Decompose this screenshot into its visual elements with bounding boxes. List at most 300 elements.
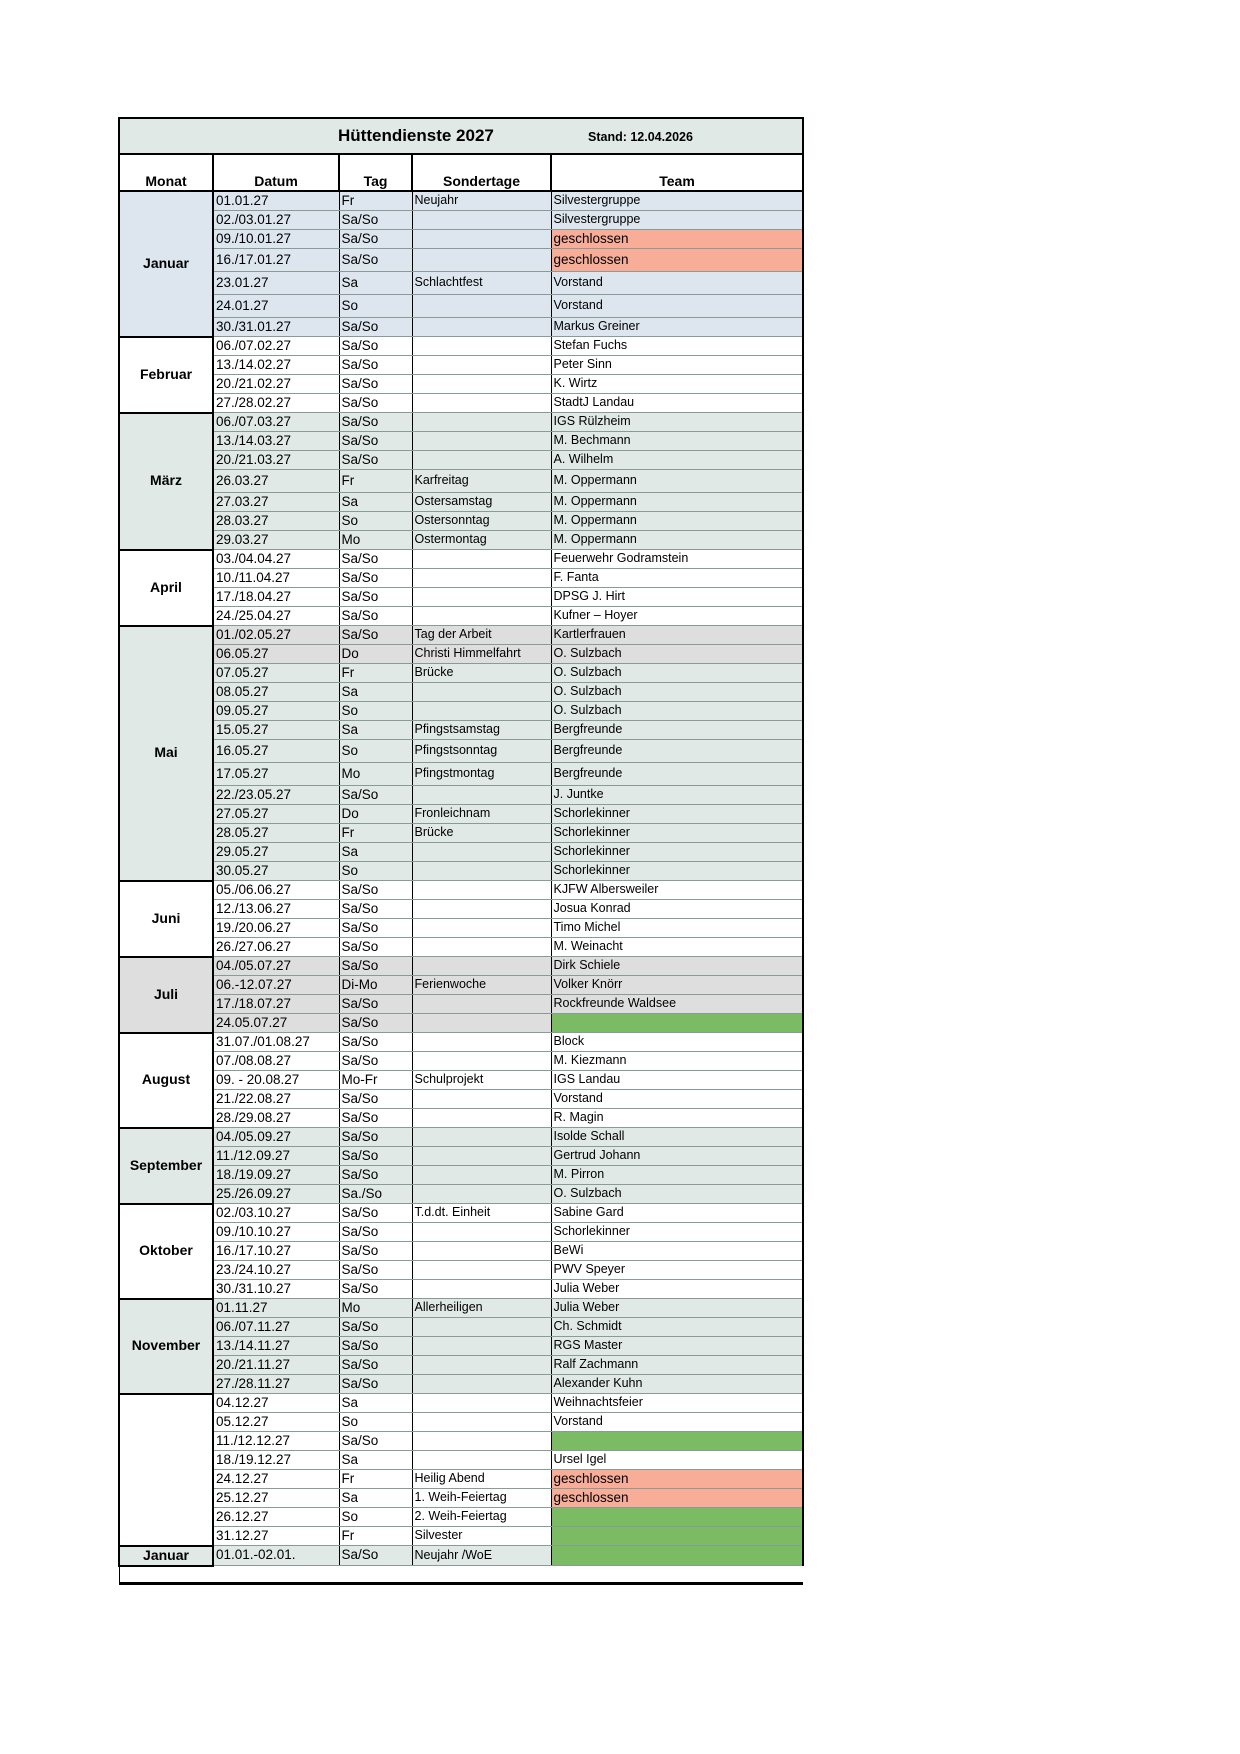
team-cell: PWV Speyer: [551, 1261, 803, 1280]
sondertag-cell: Pfingstsonntag: [412, 740, 551, 763]
table-row: [119, 645, 803, 664]
tag-cell: Sa/So: [339, 318, 412, 337]
table-row: [119, 786, 803, 805]
tag-cell: Sa/So: [339, 957, 412, 976]
title-cell: [119, 118, 803, 154]
month-label: März: [119, 413, 213, 550]
sondertag-cell: [412, 1242, 551, 1261]
datum-cell: 24.01.27: [213, 295, 339, 318]
sondertag-cell: [412, 1052, 551, 1071]
sondertag-cell: [412, 1090, 551, 1109]
tag-cell: Do: [339, 805, 412, 824]
table-row: [119, 249, 803, 272]
datum-cell: 26.12.27: [213, 1508, 339, 1527]
tag-cell: Sa/So: [339, 356, 412, 375]
table-row: [119, 805, 803, 824]
team-cell: geschlossen: [551, 1489, 803, 1508]
table-row: [119, 721, 803, 740]
table-row: [119, 1147, 803, 1166]
table-row: [119, 900, 803, 919]
datum-cell: 17.05.27: [213, 763, 339, 786]
datum-cell: 01./02.05.27: [213, 626, 339, 645]
tag-cell: Sa/So: [339, 1223, 412, 1242]
datum-cell: 02./03.10.27: [213, 1204, 339, 1223]
table-row: [119, 995, 803, 1014]
table-body: [119, 191, 803, 1566]
team-cell: Sabine Gard: [551, 1204, 803, 1223]
table-row: [119, 1280, 803, 1299]
team-cell: Stefan Fuchs: [551, 337, 803, 356]
datum-cell: 16.05.27: [213, 740, 339, 763]
datum-cell: 29.03.27: [213, 531, 339, 550]
sondertag-cell: Ostersamstag: [412, 493, 551, 512]
sondertag-cell: [412, 295, 551, 318]
sondertag-cell: Fronleichnam: [412, 805, 551, 824]
datum-cell: 12./13.06.27: [213, 900, 339, 919]
datum-cell: 09./10.01.27: [213, 230, 339, 249]
sondertag-cell: [412, 1147, 551, 1166]
tag-cell: Fr: [339, 1527, 412, 1546]
tag-cell: Sa/So: [339, 1090, 412, 1109]
datum-cell: 06.05.27: [213, 645, 339, 664]
tag-cell: Sa/So: [339, 919, 412, 938]
tag-cell: Sa/So: [339, 938, 412, 957]
tag-cell: Sa/So: [339, 451, 412, 470]
team-cell: M. Oppermann: [551, 493, 803, 512]
tag-cell: Sa/So: [339, 1166, 412, 1185]
datum-cell: 18./19.09.27: [213, 1166, 339, 1185]
tag-cell: Sa/So: [339, 626, 412, 645]
tag-cell: Sa: [339, 721, 412, 740]
datum-cell: 10./11.04.27: [213, 569, 339, 588]
sondertag-cell: [412, 318, 551, 337]
header-sondertage: Sondertage: [412, 154, 551, 191]
sondertag-cell: Brücke: [412, 824, 551, 843]
sondertag-cell: Karfreitag: [412, 470, 551, 493]
month-label: August: [119, 1033, 213, 1128]
sondertag-cell: [412, 862, 551, 881]
tag-cell: Fr: [339, 470, 412, 493]
team-cell: O. Sulzbach: [551, 645, 803, 664]
team-cell: Vorstand: [551, 272, 803, 295]
team-cell: RGS Master: [551, 1337, 803, 1356]
datum-cell: 24.12.27: [213, 1470, 339, 1489]
table-row: [119, 1451, 803, 1470]
sondertag-cell: [412, 843, 551, 862]
datum-cell: 20./21.03.27: [213, 451, 339, 470]
tag-cell: Sa/So: [339, 1052, 412, 1071]
team-cell: Schorlekinner: [551, 805, 803, 824]
tag-cell: Sa: [339, 272, 412, 295]
table-row: [119, 763, 803, 786]
team-cell: Julia Weber: [551, 1280, 803, 1299]
table-row: [119, 976, 803, 995]
table-end-cell: [119, 1566, 803, 1584]
sondertag-cell: [412, 413, 551, 432]
sondertag-cell: [412, 1375, 551, 1394]
sondertag-cell: [412, 1109, 551, 1128]
datum-cell: 24.05.07.27: [213, 1014, 339, 1033]
table-row: [119, 493, 803, 512]
sondertag-cell: Neujahr: [412, 191, 551, 211]
datum-cell: 11./12.09.27: [213, 1147, 339, 1166]
sondertag-cell: Neujahr /WoE: [412, 1546, 551, 1566]
sondertag-cell: Brücke: [412, 664, 551, 683]
title-row: [119, 118, 803, 154]
datum-cell: 26./27.06.27: [213, 938, 339, 957]
datum-cell: 25.12.27: [213, 1489, 339, 1508]
tag-cell: So: [339, 295, 412, 318]
datum-cell: 28./29.08.27: [213, 1109, 339, 1128]
sondertag-cell: [412, 881, 551, 900]
datum-cell: 26.03.27: [213, 470, 339, 493]
team-cell: Ralf Zachmann: [551, 1356, 803, 1375]
datum-cell: 30.05.27: [213, 862, 339, 881]
tag-cell: Sa/So: [339, 249, 412, 272]
tag-cell: Sa/So: [339, 588, 412, 607]
huettendienste-table: [118, 117, 804, 1585]
tag-cell: Sa/So: [339, 786, 412, 805]
table-row: [119, 470, 803, 493]
datum-cell: 28.05.27: [213, 824, 339, 843]
sondertag-cell: [412, 995, 551, 1014]
table-row: [119, 862, 803, 881]
tag-cell: Sa/So: [339, 230, 412, 249]
sondertag-cell: [412, 337, 551, 356]
team-cell: Vorstand: [551, 1090, 803, 1109]
team-cell: M. Oppermann: [551, 470, 803, 493]
team-cell: F. Fanta: [551, 569, 803, 588]
table-row: [119, 512, 803, 531]
tag-cell: Fr: [339, 824, 412, 843]
sondertag-cell: [412, 786, 551, 805]
month-label: Juli: [119, 957, 213, 1033]
table-row: [119, 740, 803, 763]
datum-cell: 29.05.27: [213, 843, 339, 862]
sondertag-cell: Schulprojekt: [412, 1071, 551, 1090]
sondertag-cell: [412, 1337, 551, 1356]
sondertag-cell: [412, 432, 551, 451]
sondertag-cell: [412, 1166, 551, 1185]
month-label: Januar: [119, 191, 213, 337]
table-row: [119, 1413, 803, 1432]
team-cell: Volker Knörr: [551, 976, 803, 995]
table-row: [119, 394, 803, 413]
team-cell: [551, 1546, 803, 1566]
tag-cell: So: [339, 1413, 412, 1432]
team-cell: [551, 1527, 803, 1546]
tag-cell: Sa./So: [339, 1185, 412, 1204]
tag-cell: Sa/So: [339, 1261, 412, 1280]
table-row: [119, 1489, 803, 1508]
month-label: [119, 1394, 213, 1546]
month-label: Januar: [119, 1546, 213, 1566]
tag-cell: Sa/So: [339, 1318, 412, 1337]
datum-cell: 08.05.27: [213, 683, 339, 702]
table-row: [119, 356, 803, 375]
tag-cell: Sa: [339, 1489, 412, 1508]
sondertag-cell: [412, 1014, 551, 1033]
table-row: [119, 1375, 803, 1394]
team-cell: IGS Landau: [551, 1071, 803, 1090]
sondertag-cell: Heilig Abend: [412, 1470, 551, 1489]
month-label: Juni: [119, 881, 213, 957]
table-row: [119, 432, 803, 451]
datum-cell: 27./28.11.27: [213, 1375, 339, 1394]
team-cell: Bergfreunde: [551, 740, 803, 763]
team-cell: M. Bechmann: [551, 432, 803, 451]
table-row: [119, 1356, 803, 1375]
team-cell: Schorlekinner: [551, 1223, 803, 1242]
table-row: [119, 451, 803, 470]
table-row: [119, 413, 803, 432]
team-cell: Isolde Schall: [551, 1128, 803, 1147]
table-row: [119, 1014, 803, 1033]
header-row: [119, 154, 803, 191]
table-row: [119, 272, 803, 295]
sondertag-cell: 1. Weih-Feiertag: [412, 1489, 551, 1508]
datum-cell: 28.03.27: [213, 512, 339, 531]
table-row: [119, 1052, 803, 1071]
table-row: [119, 318, 803, 337]
sondertag-cell: [412, 1318, 551, 1337]
sondertag-cell: [412, 1185, 551, 1204]
table-row: [119, 1508, 803, 1527]
team-cell: Kufner – Hoyer: [551, 607, 803, 626]
datum-cell: 19./20.06.27: [213, 919, 339, 938]
tag-cell: Sa/So: [339, 413, 412, 432]
team-cell: Timo Michel: [551, 919, 803, 938]
team-cell: Bergfreunde: [551, 763, 803, 786]
tag-cell: So: [339, 1508, 412, 1527]
sondertag-cell: Tag der Arbeit: [412, 626, 551, 645]
table-row: [119, 1242, 803, 1261]
datum-cell: 27.05.27: [213, 805, 339, 824]
sondertag-cell: [412, 569, 551, 588]
header-team: Team: [551, 154, 803, 191]
table-row: [119, 1261, 803, 1280]
datum-cell: 21./22.08.27: [213, 1090, 339, 1109]
sondertag-cell: Pfingstmontag: [412, 763, 551, 786]
team-cell: Silvestergruppe: [551, 191, 803, 211]
datum-cell: 15.05.27: [213, 721, 339, 740]
sondertag-cell: [412, 356, 551, 375]
team-cell: Ursel Igel: [551, 1451, 803, 1470]
datum-cell: 07./08.08.27: [213, 1052, 339, 1071]
datum-cell: 06.-12.07.27: [213, 976, 339, 995]
tag-cell: Sa/So: [339, 995, 412, 1014]
tag-cell: Sa: [339, 493, 412, 512]
team-cell: M. Weinacht: [551, 938, 803, 957]
table-row: [119, 957, 803, 976]
sondertag-cell: [412, 1223, 551, 1242]
team-cell: geschlossen: [551, 1470, 803, 1489]
sondertag-cell: [412, 1432, 551, 1451]
team-cell: Josua Konrad: [551, 900, 803, 919]
sondertag-cell: [412, 394, 551, 413]
team-cell: Kartlerfrauen: [551, 626, 803, 645]
month-label: Februar: [119, 337, 213, 413]
datum-cell: 06./07.02.27: [213, 337, 339, 356]
sondertag-cell: Ostersonntag: [412, 512, 551, 531]
month-label: Oktober: [119, 1204, 213, 1299]
team-cell: O. Sulzbach: [551, 1185, 803, 1204]
team-cell: M. Oppermann: [551, 531, 803, 550]
table-row: [119, 683, 803, 702]
sondertag-cell: [412, 607, 551, 626]
datum-cell: 06./07.11.27: [213, 1318, 339, 1337]
datum-cell: 05.12.27: [213, 1413, 339, 1432]
sondertag-cell: Silvester: [412, 1527, 551, 1546]
tag-cell: Sa/So: [339, 1546, 412, 1566]
sondertag-cell: [412, 1356, 551, 1375]
tag-cell: Sa/So: [339, 881, 412, 900]
sondertag-cell: [412, 230, 551, 249]
datum-cell: 13./14.11.27: [213, 1337, 339, 1356]
table-row: [119, 1090, 803, 1109]
tag-cell: Sa/So: [339, 375, 412, 394]
table-row: [119, 531, 803, 550]
datum-cell: 11./12.12.27: [213, 1432, 339, 1451]
team-cell: Weihnachtsfeier: [551, 1394, 803, 1413]
table-row: [119, 1128, 803, 1147]
datum-cell: 09./10.10.27: [213, 1223, 339, 1242]
table-end-row: [119, 1566, 803, 1584]
team-cell: Alexander Kuhn: [551, 1375, 803, 1394]
table-row: [119, 1527, 803, 1546]
tag-cell: Sa/So: [339, 1356, 412, 1375]
datum-cell: 09. - 20.08.27: [213, 1071, 339, 1090]
table-row: [119, 569, 803, 588]
tag-cell: Sa/So: [339, 1014, 412, 1033]
table-row: [119, 1432, 803, 1451]
table-row: [119, 843, 803, 862]
team-cell: O. Sulzbach: [551, 702, 803, 721]
tag-cell: Mo: [339, 763, 412, 786]
team-cell: K. Wirtz: [551, 375, 803, 394]
team-cell: StadtJ Landau: [551, 394, 803, 413]
team-cell: Schorlekinner: [551, 862, 803, 881]
table-row: [119, 375, 803, 394]
table-row: [119, 230, 803, 249]
datum-cell: 04./05.07.27: [213, 957, 339, 976]
sondertag-cell: [412, 375, 551, 394]
team-cell: geschlossen: [551, 230, 803, 249]
datum-cell: 25./26.09.27: [213, 1185, 339, 1204]
sondertag-cell: [412, 683, 551, 702]
table-row: [119, 626, 803, 645]
tag-cell: Fr: [339, 1470, 412, 1489]
header-tag: Tag: [339, 154, 412, 191]
sondertag-cell: T.d.dt. Einheit: [412, 1204, 551, 1223]
datum-cell: 23.01.27: [213, 272, 339, 295]
tag-cell: Sa/So: [339, 432, 412, 451]
datum-cell: 18./19.12.27: [213, 1451, 339, 1470]
team-cell: Julia Weber: [551, 1299, 803, 1318]
tag-cell: Sa/So: [339, 211, 412, 230]
team-cell: R. Magin: [551, 1109, 803, 1128]
table-row: [119, 1223, 803, 1242]
sondertag-cell: [412, 550, 551, 569]
team-cell: DPSG J. Hirt: [551, 588, 803, 607]
datum-cell: 30./31.10.27: [213, 1280, 339, 1299]
datum-cell: 01.01.-02.01.: [213, 1546, 339, 1566]
team-cell: [551, 1432, 803, 1451]
tag-cell: Sa/So: [339, 1033, 412, 1052]
datum-cell: 07.05.27: [213, 664, 339, 683]
datum-cell: 31.07./01.08.27: [213, 1033, 339, 1052]
datum-cell: 17./18.04.27: [213, 588, 339, 607]
sondertag-cell: [412, 1128, 551, 1147]
table-row: [119, 1318, 803, 1337]
datum-cell: 31.12.27: [213, 1527, 339, 1546]
sondertag-cell: Allerheiligen: [412, 1299, 551, 1318]
team-cell: geschlossen: [551, 249, 803, 272]
sondertag-cell: Christi Himmelfahrt: [412, 645, 551, 664]
sondertag-cell: [412, 1394, 551, 1413]
table-row: [119, 1204, 803, 1223]
datum-cell: 27.03.27: [213, 493, 339, 512]
team-cell: KJFW Albersweiler: [551, 881, 803, 900]
table-row: [119, 919, 803, 938]
team-cell: Rockfreunde Waldsee: [551, 995, 803, 1014]
sondertag-cell: [412, 1033, 551, 1052]
tag-cell: Di-Mo: [339, 976, 412, 995]
table-row: [119, 1470, 803, 1489]
datum-cell: 02./03.01.27: [213, 211, 339, 230]
tag-cell: Sa/So: [339, 550, 412, 569]
datum-cell: 30./31.01.27: [213, 318, 339, 337]
team-cell: J. Juntke: [551, 786, 803, 805]
datum-cell: 16./17.01.27: [213, 249, 339, 272]
tag-cell: Sa/So: [339, 900, 412, 919]
header-monat: Monat: [119, 154, 213, 191]
team-cell: Vorstand: [551, 1413, 803, 1432]
sondertag-cell: Pfingstsamstag: [412, 721, 551, 740]
table-row: [119, 588, 803, 607]
datum-cell: 17./18.07.27: [213, 995, 339, 1014]
team-cell: M. Kiezmann: [551, 1052, 803, 1071]
table-row: [119, 1109, 803, 1128]
table-row: [119, 1071, 803, 1090]
table-row: [119, 1299, 803, 1318]
header-datum: Datum: [213, 154, 339, 191]
datum-cell: 06./07.03.27: [213, 413, 339, 432]
sondertag-cell: [412, 938, 551, 957]
tag-cell: Fr: [339, 664, 412, 683]
table-row: [119, 1546, 803, 1566]
sondertag-cell: [412, 957, 551, 976]
team-cell: Markus Greiner: [551, 318, 803, 337]
tag-cell: Sa/So: [339, 1337, 412, 1356]
month-label: September: [119, 1128, 213, 1204]
datum-cell: 01.11.27: [213, 1299, 339, 1318]
tag-cell: Fr: [339, 191, 412, 211]
team-cell: Block: [551, 1033, 803, 1052]
team-cell: Gertrud Johann: [551, 1147, 803, 1166]
tag-cell: Sa/So: [339, 394, 412, 413]
tag-cell: Sa/So: [339, 1204, 412, 1223]
month-label: November: [119, 1299, 213, 1394]
sondertag-cell: [412, 451, 551, 470]
tag-cell: So: [339, 702, 412, 721]
team-cell: BeWi: [551, 1242, 803, 1261]
tag-cell: Do: [339, 645, 412, 664]
sondertag-cell: [412, 1261, 551, 1280]
tag-cell: Sa/So: [339, 569, 412, 588]
tag-cell: Sa/So: [339, 1109, 412, 1128]
team-cell: Schorlekinner: [551, 824, 803, 843]
